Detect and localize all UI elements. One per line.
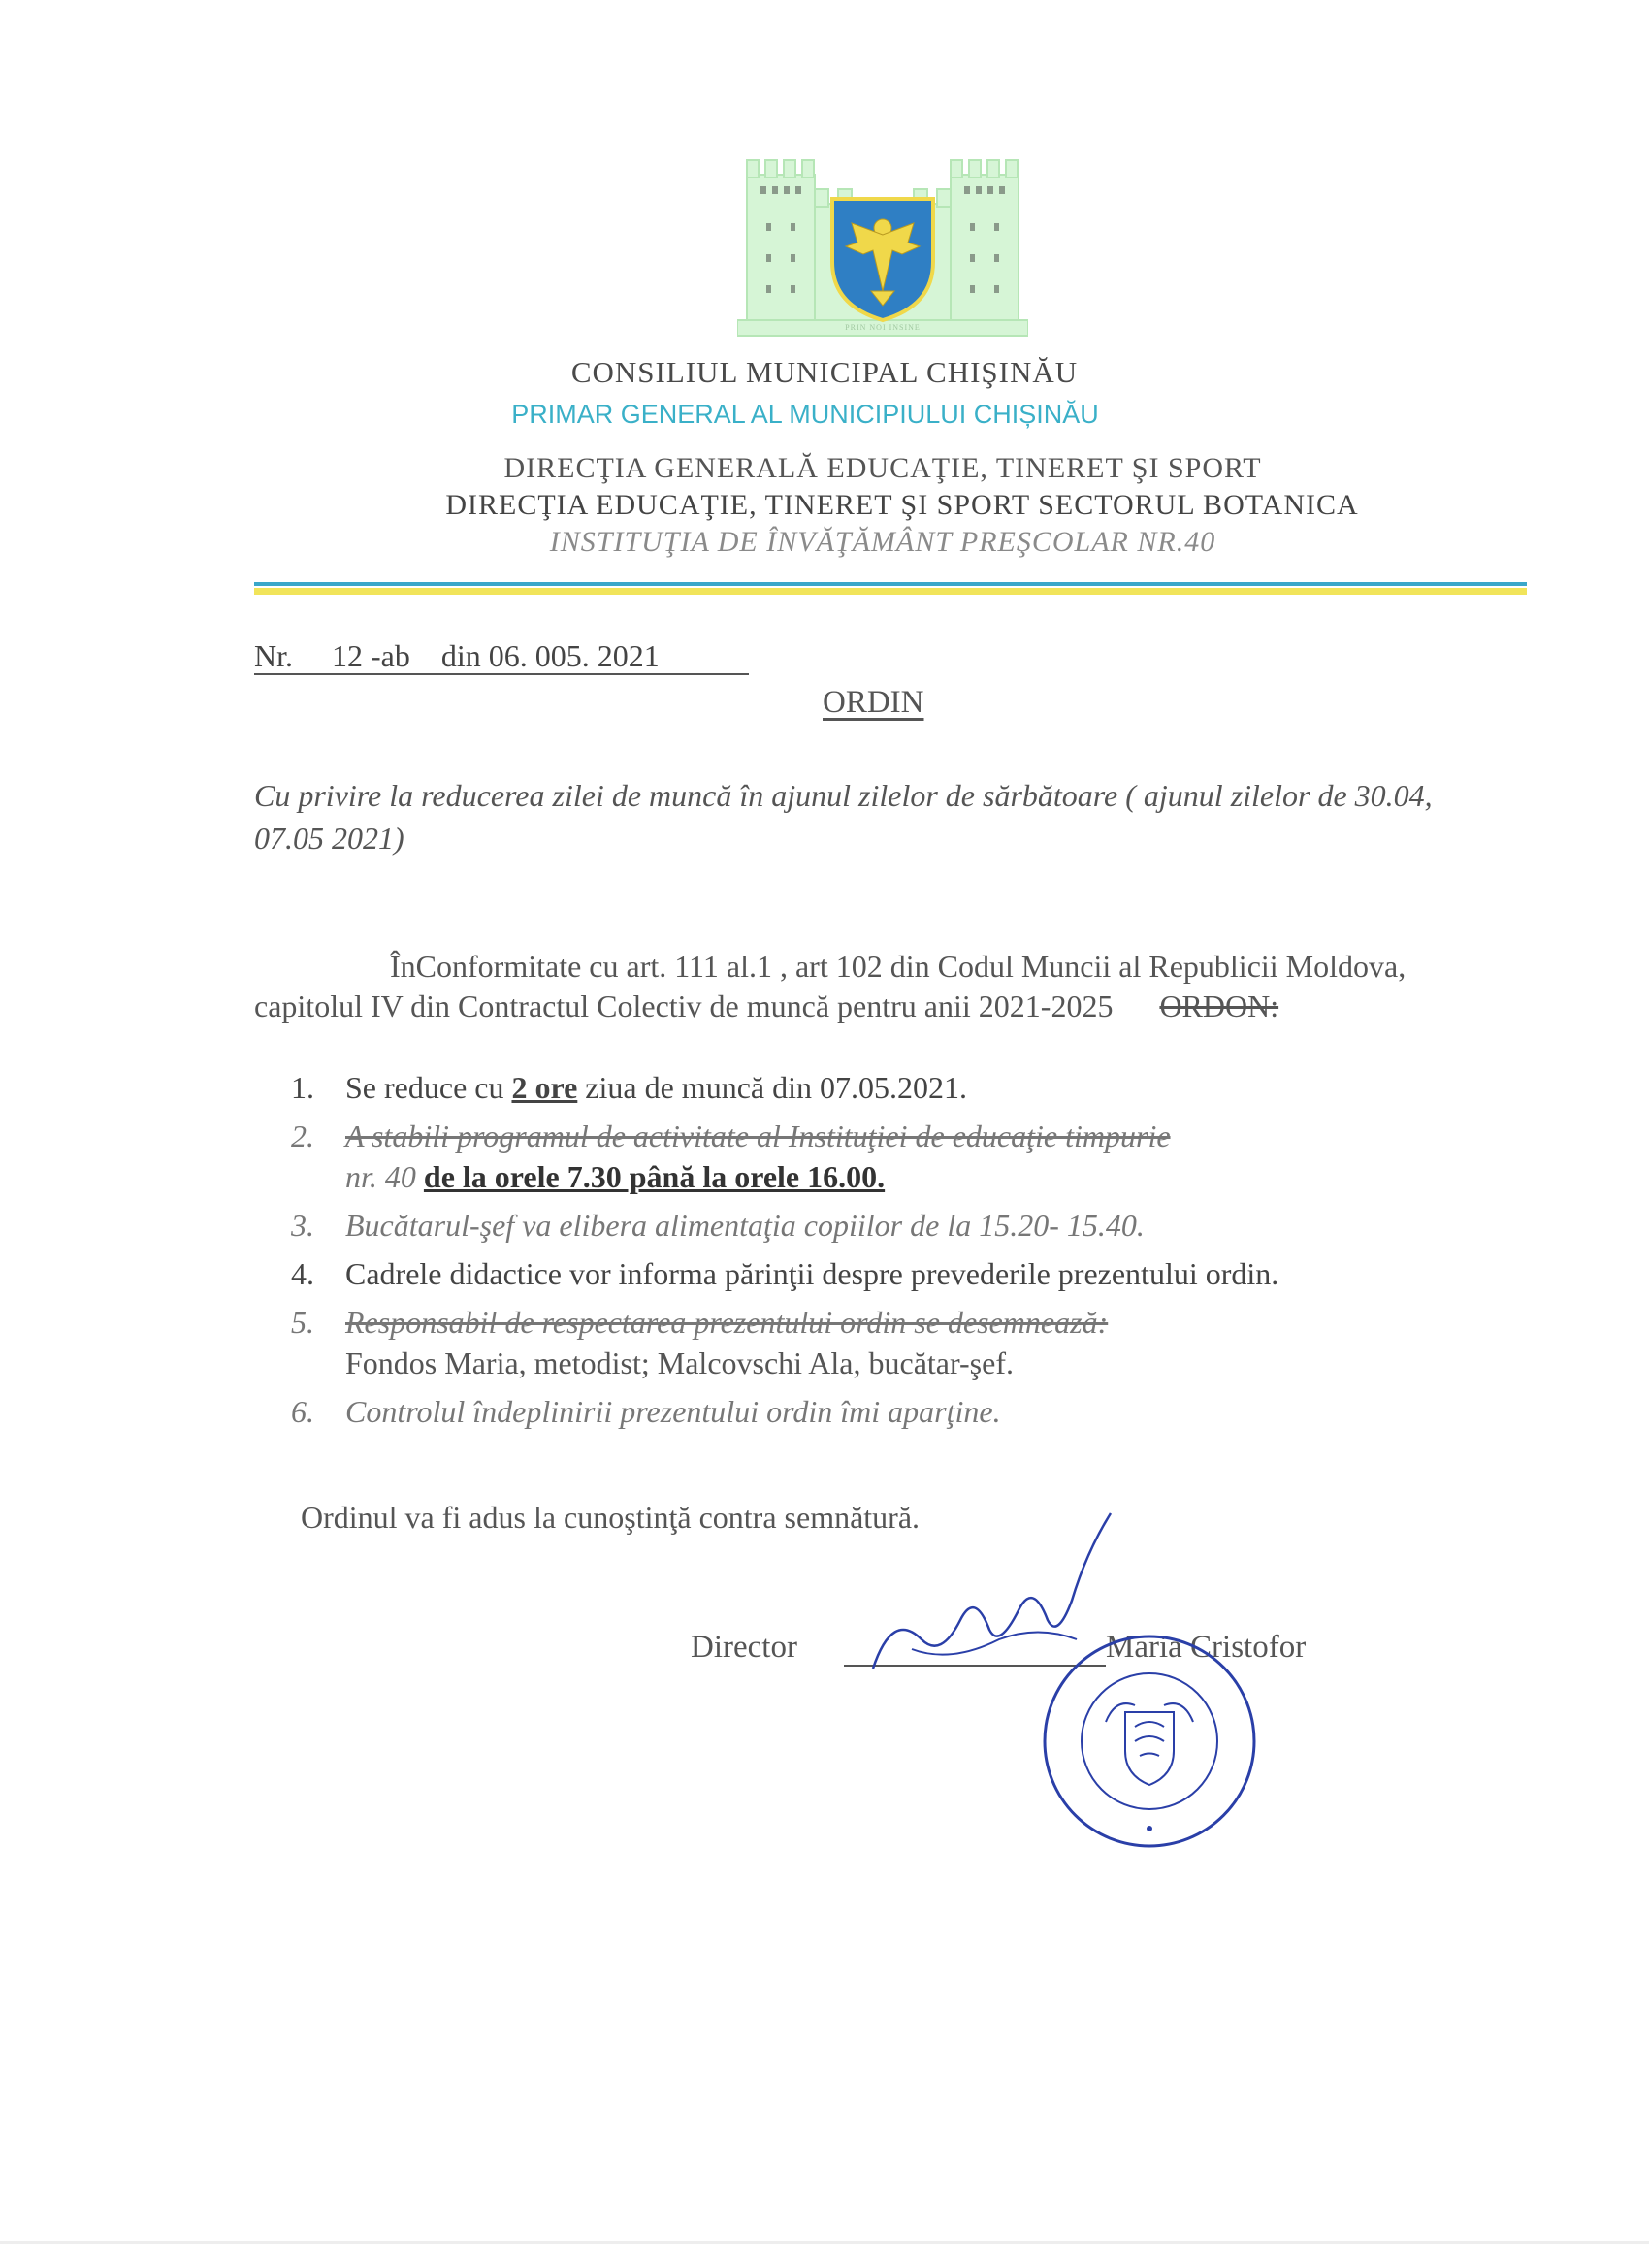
chisinau-coat-of-arms-icon [737,146,1028,340]
document-title: ORDIN [823,685,924,720]
item-number: 2. [291,1118,314,1153]
item-text-bold: de la orele 7.30 până la orele 16.00. [423,1159,886,1194]
item-text: Controlul îndeplinirii prezentului ordin îmi aparţine. [345,1394,1001,1429]
list-item [291,1302,1504,1383]
item-text-pre: Se reduce cu [345,1070,512,1105]
item-text: A stabili programul de activitate al Instituţiei de educaţie timpurie [345,1118,1171,1153]
mayor-heading: PRIMAR GENERAL AL MUNICIPIULUI CHIȘINĂU [511,400,1099,429]
item-text-bold: 2 ore [511,1070,578,1105]
page-bottom-shadow [0,2241,1649,2244]
institution-heading: INSTITUŢIA DE ÎNVĂŢĂMÂNT PREŞCOLAR NR.40 [549,526,1216,558]
item-number: 4. [291,1256,314,1291]
list-item [291,1391,1504,1432]
item-number: 5. [291,1305,314,1340]
header-rule-blue [254,582,1527,586]
header-rule-yellow [254,588,1527,595]
document-number-underline [254,673,749,675]
document-number: Nr. 12 -ab din 06. 005. 2021 [254,638,660,673]
item-text-post: ziua de muncă din 07.05.2021. [577,1070,967,1105]
preamble-text: ÎnConformitate cu art. 111 al.1 , art 102 din Codul Muncii al Republicii Moldova, capitolul IV din Contractul Colectiv de muncă pentru anii 2021-2025 [254,949,1406,1023]
item-text: Cadrele didactice vor informa părinţii despre prevederile prezentului ordin. [345,1256,1279,1291]
item-text: Bucătarul-şef va elibera alimentaţia copiilor de la 15.20- 15.40. [345,1208,1145,1243]
list-item [291,1067,1504,1108]
closing-sentence: Ordinul va fi adus la cunoştinţă contra semnătură. [301,1500,921,1535]
item-number: 6. [291,1394,314,1429]
item-number: 3. [291,1208,314,1243]
document-subject: Cu privire la reducerea zilei de muncă în ajunul zilelor de sărbătoare ( ajunul zilelor de 30.04, 07.05 2021) [254,778,1433,856]
document-preamble [254,947,1505,1026]
item-text-pre: nr. 40 [345,1159,424,1194]
official-stamp-icon [1038,1630,1261,1853]
list-item [291,1253,1504,1294]
council-heading: CONSILIUL MUNICIPAL CHIŞINĂU [570,355,1079,389]
signature-role: Director [691,1630,797,1665]
ordon-label: ORDON: [1159,988,1279,1023]
list-item [291,1205,1504,1246]
item-number: 1. [291,1070,314,1105]
signature-name: Maria Cristofor [1106,1630,1307,1665]
item-text: Responsabil de respectarea prezentului ordin se desemnează: [345,1305,1109,1340]
list-item [291,1116,1504,1197]
item-text-secondary: Fondos Maria, metodist; Malcovschi Ala, bucătar-şef. [345,1345,1014,1380]
directorate-general-heading: DIRECŢIA GENERALĂ EDUCAŢIE, TINERET ŞI SPORT [503,452,1262,484]
directorate-sector-heading: DIRECŢIA EDUCAŢIE, TINERET ŞI SPORT SECTORUL BOTANICA [445,489,1359,521]
emblem-motto: PRIN NOI INSINE [845,323,921,332]
order-items-list [291,1067,1504,1440]
